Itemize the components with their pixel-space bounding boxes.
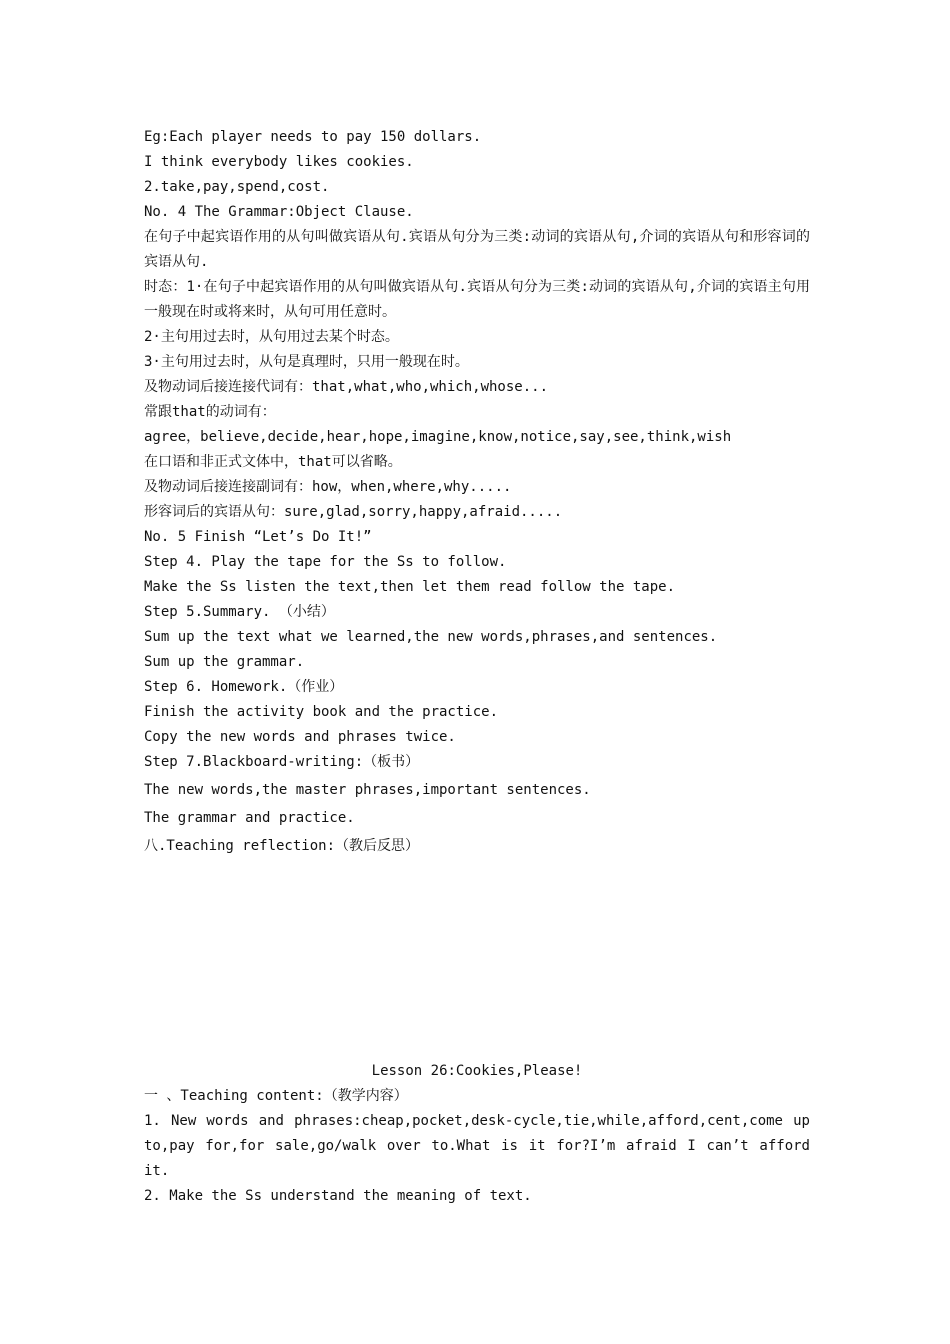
grammar-heading: No. 4 The Grammar:Object Clause. bbox=[144, 204, 414, 220]
adjective-clause-line: 形容词后的宾语从句：sure,glad,sorry,happy,afraid..... bbox=[144, 504, 563, 520]
step-5-detail: Sum up the grammar. bbox=[144, 654, 305, 670]
that-verbs-heading: 常跟that的动词有： bbox=[144, 404, 276, 420]
step-7-detail: The new words,the master phrases,important sentences. bbox=[144, 782, 591, 798]
objective-line: 2. Make the Ss understand the meaning of text. bbox=[144, 1188, 532, 1204]
example-line: I think everybody likes cookies. bbox=[144, 154, 414, 170]
teaching-content-heading: 一 、Teaching content:（教学内容） bbox=[144, 1088, 408, 1104]
step-6-detail: Finish the activity book and the practice. bbox=[144, 704, 499, 720]
conjunctive-pronouns: 及物动词后接连接代词有：that,what,who,which,whose... bbox=[144, 379, 549, 395]
activity-heading: No. 5 Finish “Let’s Do It!” bbox=[144, 529, 372, 545]
conjunctive-adverbs: 及物动词后接连接副词有：how，when,where,why..... bbox=[144, 479, 512, 495]
lesson-notes-section bbox=[144, 125, 810, 859]
tense-rule-1: 时态：1·在句子中起宾语作用的从句叫做宾语从句.宾语从句分为三类:动词的宾语从句,介词的宾语主句用一般现在时或将来时，从句可用任意时。 bbox=[144, 279, 810, 320]
new-words-line: 1. New words and phrases:cheap,pocket,desk-cycle,tie,while,afford,cent,come up to,pay for,for sale,go/walk over to.What is it for?I’m afraid I can’t afford it. bbox=[144, 1113, 819, 1179]
step-5-heading: Step 5.Summary. （小结） bbox=[144, 604, 335, 620]
step-4-heading: Step 4. Play the tape for the Ss to follow. bbox=[144, 554, 507, 570]
step-6-heading: Step 6. Homework.（作业） bbox=[144, 679, 344, 695]
that-verbs-list: agree，believe,decide,hear,hope,imagine,know,notice,say,see,think,wish bbox=[144, 429, 732, 445]
that-omission-note: 在口语和非正式文体中，that可以省略。 bbox=[144, 454, 402, 470]
tense-rule-2: 2·主句用过去时，从句用过去某个时态。 bbox=[144, 329, 399, 345]
example-line: Eg:Each player needs to pay 150 dollars. bbox=[144, 129, 482, 145]
lesson-title: Lesson 26:Cookies,Please! bbox=[371, 1063, 583, 1079]
tense-rule-3: 3·主句用过去时，从句是真理时，只用一般现在时。 bbox=[144, 354, 469, 370]
lesson-26-section bbox=[144, 1059, 819, 1209]
step-6-detail: Copy the new words and phrases twice. bbox=[144, 729, 456, 745]
text-line: 2.take,pay,spend,cost. bbox=[144, 179, 330, 195]
step-7-detail: The grammar and practice. bbox=[144, 810, 355, 826]
step-7-heading: Step 7.Blackboard-writing:（板书） bbox=[144, 754, 420, 770]
grammar-definition: 在句子中起宾语作用的从句叫做宾语从句.宾语从句分为三类:动词的宾语从句,介词的宾语从句和形容词的宾语从句. bbox=[144, 229, 810, 270]
step-4-detail: Make the Ss listen the text,then let them read follow the tape. bbox=[144, 579, 676, 595]
step-5-detail: Sum up the text what we learned,the new words,phrases,and sentences. bbox=[144, 629, 718, 645]
reflection-heading: 八.Teaching reflection:（教后反思） bbox=[144, 838, 420, 854]
